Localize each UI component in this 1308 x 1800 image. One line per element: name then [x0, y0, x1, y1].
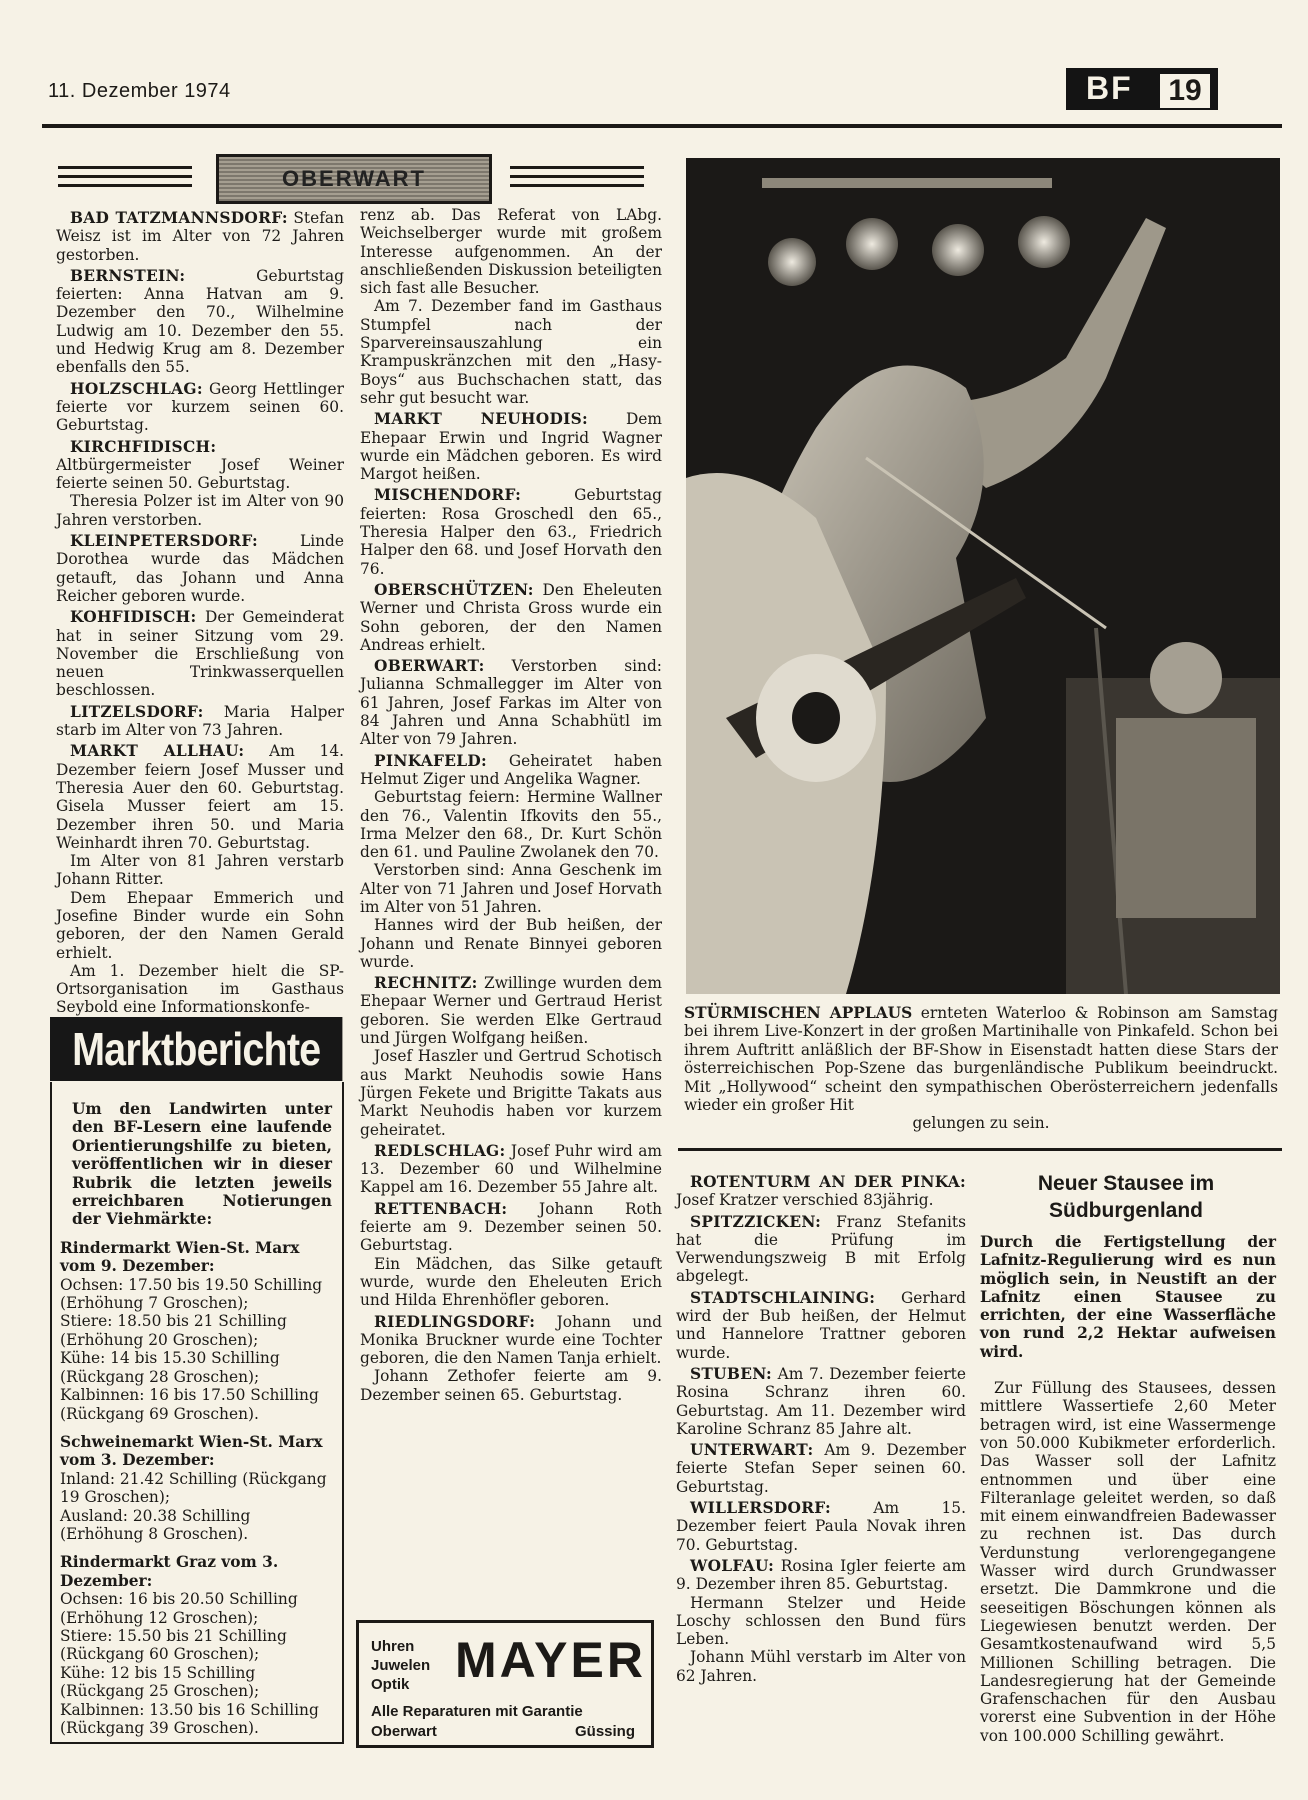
news-column-3 [676, 1170, 966, 1685]
news-text: Johann und Monika Bruckner wurde eine Tochter geboren, die den Namen Tanja erhielt. [360, 1312, 662, 1368]
place-name: MARKT ALLHAU: [70, 742, 245, 761]
news-text: Hermann Stelzer und Heide Loschy schlossen den Bund fürs Leben. [676, 1593, 966, 1649]
place-name: PINKAFELD: [374, 751, 488, 770]
news-text: Josef Puhr wird am 13. Dezember 60 und Wilhelmine Kappel am 16. Dezember 55 Jahre alt. [360, 1141, 662, 1197]
place-name: ROTENTURM AN DER PINKA: [690, 1173, 966, 1191]
place-name: WILLERSDORF: [690, 1499, 831, 1518]
place-name: STUBEN: [690, 1364, 773, 1383]
news-item [56, 962, 344, 1017]
news-text: Theresia Polzer ist im Alter von 90 Jahren verstorben. [56, 492, 344, 529]
news-text: Geheiratet haben Helmut Ziger und Angelika Wagner. [360, 751, 662, 788]
news-item [56, 267, 344, 377]
news-text: Der Gemeinderat hat in seiner Sitzung vom 29. November die Erschließung von neuen Trinkwasserquellen beschlossen. [56, 608, 344, 700]
brand-name: BF [1086, 70, 1133, 106]
place-name: MARKT NEUHODIS: [374, 410, 589, 429]
news-text: Geburtstag feierten: Anna Hatvan am 9. Dezember den 70., Wilhelmine Ludwig am 10. Dezember den 55. und Hedwig Krug am 8. Dezember ebenfalls den 55. [56, 266, 344, 377]
brand-logo [1066, 68, 1218, 110]
page-number: 19 [1158, 72, 1212, 110]
news-item [360, 1047, 662, 1138]
ad-line-juwelen: Juwelen [371, 1657, 431, 1674]
news-text: Johann Mühl verstarb im Alter von 62 Jahren. [676, 1648, 966, 1685]
news-item [360, 581, 662, 654]
ad-line-optik: Optik [371, 1676, 410, 1693]
marktberichte-title: Marktberichte [50, 1017, 342, 1081]
section-title: OBERWART [216, 154, 492, 204]
news-item [56, 608, 344, 699]
place-name: WOLFAU: [690, 1556, 775, 1575]
news-text: Geburtstag feiern: Hermine Wallner den 76., Valentin Ifkovits den 55., Irma Melzer den 68., Dr. Kurt Schön den 61. und Pauline Zwolanek den 70. [360, 788, 662, 862]
news-item [360, 752, 662, 789]
news-text: Zwillinge wurden dem Ehepaar Werner und Gertraud Herist geboren. Sie werden Elke Gertraud und Jürgen Wolfgang heißen. [360, 974, 662, 1048]
news-item [360, 788, 662, 861]
place-name: KOHFIDISCH: [70, 608, 197, 627]
news-item [56, 380, 344, 435]
ad-tagline: Alle Reparaturen mit Garantie [371, 1703, 583, 1720]
section-decor-right [510, 166, 644, 194]
news-text: Am 1. Dezember hielt die SP-Ortsorganisation im Gasthaus Seybold eine Informationskonfe- [56, 961, 344, 1017]
market-title: Rindermarkt Graz vom 3. Dezember: [60, 1553, 279, 1590]
news-text: Altbürgermeister Josef Weiner feierte seinen 50. Geburtstag. [56, 455, 344, 493]
place-name: MISCHENDORF: [374, 486, 522, 505]
section-divider [678, 1148, 1282, 1151]
market-price-row: Kühe: 14 bis 15.30 Schilling (Rückgang 28 Groschen); [60, 1349, 280, 1386]
news-text: Im Alter von 81 Jahren verstarb Johann Ritter. [56, 852, 344, 889]
market-price-row: Kalbinnen: 16 bis 17.50 Schilling (Rückgang 69 Groschen). [60, 1386, 319, 1423]
news-text: Rosina Igler feierte am 9. Dezember ihren 85. Geburtstag. [676, 1556, 966, 1594]
place-name: LITZELSDORF: [70, 702, 204, 721]
news-item [676, 1365, 966, 1438]
news-item [56, 703, 344, 740]
ad-city-guessing: Güssing [574, 1723, 635, 1740]
news-text: Dem Ehepaar Erwin und Ingrid Wagner wurde ein Mädchen geboren. Es wird Margot heißen. [360, 410, 662, 484]
news-item [360, 1200, 662, 1255]
caption-lead: STÜRMISCHEN APPLAUS [684, 1004, 913, 1022]
market-title: Schweinemarkt Wien-St. Marx vom 3. Dezember: [60, 1432, 323, 1470]
market-price-row: Inland: 21.42 Schilling (Rückgang 19 Groschen); [60, 1469, 327, 1507]
place-name: KIRCHFIDISCH: [70, 437, 217, 456]
news-item [360, 657, 662, 748]
ad-city-oberwart: Oberwart [371, 1723, 437, 1740]
place-name: HOLZSCHLAG: [70, 379, 203, 398]
news-text: Johann Roth feierte am 9. Dezember seinen 50. Geburtstag. [360, 1199, 662, 1255]
market-price-row: Ochsen: 16 bis 20.50 Schilling (Erhöhung 12 Groschen); [60, 1590, 298, 1627]
stausee-lead: Durch die Fertigstellung der Lafnitz-Regulierung wird es nun möglich sein, in Neustift an der Lafnitz einen Stausee zu errichten, der eine Wasserfläche von rund 2,2 Hektar aufweisen wird. [980, 1233, 1276, 1361]
market-price-row: Ochsen: 17.50 bis 19.50 Schilling (Erhöhung 7 Groschen); [60, 1275, 323, 1313]
news-text: Johann Zethofer feierte am 9. Dezember seinen 65. Geburtstag. [360, 1367, 662, 1404]
news-text: renz ab. Das Referat von LAbg. Weichselberger wurde mit großem Interesse aufgenommen. An der anschließenden Diskussion beteiligten sich fast alle Besucher. [360, 206, 662, 298]
news-item [360, 861, 662, 916]
news-text: Den Eheleuten Werner und Christa Gross wurde ein Sohn geboren, der den Namen Andreas erhielt. [360, 580, 662, 654]
market-price-row: Kalbinnen: 13.50 bis 16 Schilling (Rückgang 39 Groschen). [60, 1700, 319, 1737]
marktberichte-box [50, 1082, 344, 1744]
news-item [56, 532, 344, 605]
photo-caption [684, 1004, 1278, 1133]
news-text: Stefan Weisz ist im Alter von 72 Jahren gestorben. [56, 209, 344, 264]
news-item [56, 889, 344, 962]
news-text: Am 7. Dezember fand im Gasthaus Stumpfel nach der Sparvereinsauszahlung ein Krampuskränzchen mit den „Hasy-Boys“ aus Buchschachen statt, das sehr gut besucht war. [360, 297, 662, 407]
news-text: Dem Ehepaar Emmerich und Josefine Binder wurde ein Sohn geboren, der den Namen Gerald erhielt. [56, 888, 344, 962]
market-title: Rindermarkt Wien-St. Marx vom 9. Dezember: [60, 1238, 300, 1276]
stausee-headline: Neuer Stausee im Südburgenland [1037, 1172, 1215, 1222]
ad-locations [371, 1723, 635, 1740]
header-rule [42, 124, 1282, 128]
news-item [360, 297, 662, 407]
place-name: BAD TATZMANNSDORF: [70, 209, 288, 227]
news-item [360, 1367, 662, 1404]
issue-date: 11. Dezember 1974 [48, 80, 231, 102]
place-name: UNTERWART: [690, 1441, 814, 1460]
news-text: Georg Hettlinger feierte vor kurzem seinen 60. Geburtstag. [56, 379, 344, 435]
place-name: STADTSCHLAINING: [690, 1288, 876, 1307]
ad-line-uhren: Uhren [371, 1638, 415, 1655]
news-item [360, 1313, 662, 1368]
place-name: BERNSTEIN: [70, 266, 186, 285]
news-item [676, 1594, 966, 1649]
place-name: KLEINPETERSDORF: [70, 532, 258, 551]
news-text: Am 9. Dezember feierte Stefan Seper seinen 60. Geburtstag. [676, 1441, 966, 1496]
place-name: OBERWART: [374, 657, 485, 676]
concert-photo-image [686, 158, 1280, 994]
news-item [676, 1173, 966, 1210]
news-item [676, 1557, 966, 1594]
news-item [676, 1213, 966, 1286]
news-item [56, 742, 344, 852]
news-text: Verstorben sind: Julianna Schmallegger im Alter von 61 Jahren, Josef Farkas im Alter von 84 Jahren und Anna Schabhütl im Alter von 79 Jahren. [360, 657, 662, 749]
section-decor-left [58, 166, 192, 194]
marktberichte-lead: Um den Landwirten unter den BF-Lesern eine laufende Orientierungshilfe zu bieten, veröffentlichen wir in dieser Rubrik die letzten jeweils erreichbaren Notierungen der Viehmärkte: [72, 1100, 332, 1229]
place-name: RIEDLINGSDORF: [374, 1312, 536, 1331]
news-text: Linde Dorothea wurde das Mädchen getauft, das Johann und Anna Reicher geboren wurde. [56, 532, 344, 605]
market-price-row: Kühe: 12 bis 15 Schilling (Rückgang 25 Groschen); [60, 1663, 260, 1701]
news-column-2 [360, 206, 662, 1404]
market-price-row: Stiere: 18.50 bis 21 Schilling (Erhöhung 20 Groschen); [60, 1312, 287, 1349]
caption-text: ernteten Waterloo & Robinson am Samstag bei ihrem Live-Konzert in der großen Martinihalle von Pinkafeld. Schon bei ihrem Auftritt anläßlich der BF-Show in Eisenstadt hatten diese Stars der österreichischen Pop-Szene das burgenländische Publikum beeindruckt. Mit „Hollywood“ scheint den sympathischen Oberösterreichern jedenfalls wieder ein großer Hit [684, 1004, 1278, 1115]
news-text: Hannes wird der Bub heißen, der Johann und Renate Binnyei geboren wurde. [360, 916, 662, 971]
ad-shop-name: MAYER [455, 1632, 646, 1688]
news-item [360, 1255, 662, 1310]
market-price-row: Ausland: 20.38 Schilling (Erhöhung 8 Groschen). [60, 1506, 251, 1543]
news-text: Verstorben sind: Anna Geschenk im Alter von 71 Jahren und Josef Horvath im Alter von 51 Jahren. [360, 861, 662, 916]
mayer-advertisement [356, 1620, 654, 1748]
news-item [360, 916, 662, 971]
place-name: SPITZZICKEN: [690, 1212, 822, 1231]
news-item [360, 206, 662, 297]
news-text: Am 7. Dezember feierte Rosina Schranz ihren 60. Geburtstag. Am 11. Dezember wird Karoline Schranz 85 Jahre alt. [676, 1364, 966, 1438]
news-item [56, 438, 344, 493]
news-column-1 [56, 206, 344, 1017]
news-text: Josef Haszler und Gertrud Schotisch aus Markt Neuhodis sowie Hans Jürgen Fekete und Brigitte Takats aus Markt Neuhodis haben vor kurzem geheiratet. [360, 1047, 662, 1139]
news-text: Gerhard wird der Bub heißen, der Helmut und Hannelore Trattner geboren wurde. [676, 1288, 966, 1362]
news-text: Maria Halper starb im Alter von 73 Jahren. [56, 702, 344, 740]
news-item [676, 1289, 966, 1362]
concert-photo [686, 158, 1280, 994]
news-item [56, 492, 344, 529]
stausee-article [980, 1230, 1276, 1745]
news-text: Am 14. Dezember feiern Josef Musser und Theresia Auer den 60. Geburtstag. Gisela Musser feiert am 15. Dezember ihren 50. und Maria Weinhardt ihren 70. Geburtstag. [56, 742, 344, 852]
news-item [56, 852, 344, 889]
news-item [360, 1142, 662, 1197]
news-item [676, 1499, 966, 1554]
place-name: OBERSCHÜTZEN: [374, 580, 534, 599]
ad-services [371, 1637, 430, 1694]
news-text: Geburtstag feierten: Rosa Groschedl den 65., Theresia Halper den 63., Friedrich Halper den 68. und Josef Horvath den 76. [360, 486, 662, 578]
place-name: REDLSCHLAG: [374, 1141, 506, 1160]
place-name: RETTENBACH: [374, 1199, 508, 1218]
news-text: Josef Kratzer verschied 83jährig. [676, 1191, 934, 1210]
news-item [676, 1441, 966, 1496]
news-item [360, 410, 662, 483]
news-text: Ein Mädchen, das Silke getauft wurde, wurde den Eheleuten Erich und Hilda Ehrenhöfler geboren. [360, 1254, 662, 1310]
news-item [56, 209, 344, 264]
news-item [360, 486, 662, 577]
caption-end: gelungen zu sein. [912, 1114, 1050, 1133]
market-price-row: Stiere: 15.50 bis 21 Schilling (Rückgang 60 Groschen); [60, 1626, 287, 1664]
news-text: Franz Stefanits hat die Prüfung im Verwendungszweig B mit Erfolg abgelegt. [676, 1212, 966, 1286]
news-item [360, 974, 662, 1047]
news-item [676, 1648, 966, 1685]
stausee-body: Zur Füllung des Stausees, dessen mittlere Wassertiefe 2,60 Meter betragen wird, ist eine Wassermenge von 50.000 Kubikmeter erforderlich. Das Wasser soll der Lafnitz entnommen und über eine Filteranlage geleitet werden, so daß mit einem einwandfreien Badewasser zu rechnen ist. Das durch Verdunstung verlorengegangene Wasser wird durch Grundwasser ersetzt. Die Dammkrone und die seeseitigen Böschungen können als Liegewiesen benutzt werden. Der Gesamtkostenaufwand wird 5,5 Millionen Schilling betragen. Die Landesregierung hat der Gemeinde Grafenschachen für den Ausbau vorerst eine Subvention in der Höhe von 100.000 Schilling gewährt. [980, 1379, 1276, 1745]
news-text: Am 15. Dezember feiert Paula Novak ihren 70. Geburtstag. [676, 1499, 966, 1554]
place-name: RECHNITZ: [374, 974, 478, 993]
